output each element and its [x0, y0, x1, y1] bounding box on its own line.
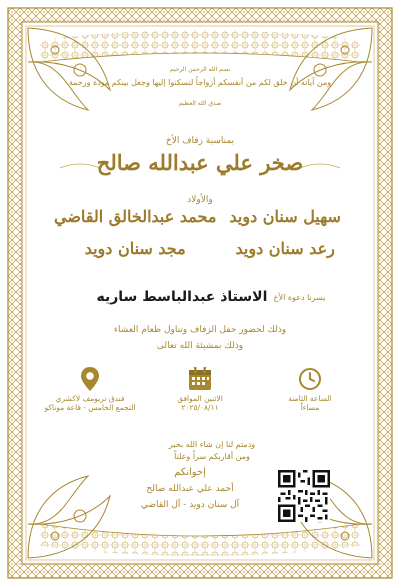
clock-icon: [260, 364, 360, 394]
location-pin-icon: [40, 364, 140, 394]
quran-verse: ومن آياته أن خلق لكم من أنفسكم أزواجاً لتسكنوا إليها وجعل بينكم مودة ورحمة: [68, 78, 332, 87]
invitee-row: [86, 287, 336, 307]
time-period: مساءاً: [300, 403, 320, 412]
attendance-line: وذلك لحضور حفل الزفاف وتناول طعام العشاء: [113, 325, 287, 335]
invitee-label: يسرنا دعوة الأخ: [273, 292, 326, 302]
venue-hall: التجمع الخامس - قاعة موناكو: [44, 403, 136, 412]
groom-name: صخر علي عبدالله صالح: [96, 150, 304, 175]
host-name: أحمد علي عبدالله صالح: [146, 484, 234, 494]
blessing-line: وذلك بمشيئة الله تعالى: [156, 341, 244, 351]
son-name: محمد عبدالخالق القاضي: [54, 207, 217, 226]
calendar-icon: [150, 364, 250, 394]
hosts-title: إخوانكم: [174, 467, 206, 478]
venue-block: [40, 364, 140, 412]
card-content: [40, 0, 360, 586]
basmala: بسم الله الرحمن الرحيم: [169, 66, 231, 73]
date-value: ٢٠٢٥/٠٨/١١: [181, 403, 219, 412]
closing-line-1: ودمتم لنا إن شاء الله بخير: [168, 440, 256, 449]
children-label: والأولاد: [187, 195, 213, 205]
verse-closing: صدق الله العظيم: [178, 100, 222, 107]
sons-grid: [54, 207, 346, 271]
invitee-name: الاستاذ عبدالباسط ساريه: [96, 289, 268, 305]
time-block: [260, 364, 360, 412]
venue-name: فندق تريومف لاكشري: [55, 394, 125, 403]
closing-line-2: ومن أقاربكم سراً وعلناً: [174, 452, 250, 461]
date-block: [150, 364, 250, 412]
son-name: سهيل سنان دويد: [229, 207, 341, 226]
son-name: رعد سنان دويد: [235, 239, 335, 258]
time-hour: الساعة الثامنة: [288, 394, 332, 403]
hosts-block: [90, 465, 290, 513]
qr-code-icon[interactable]: [278, 470, 330, 522]
host-families: آل سنان دويد - آل القاضي: [140, 500, 240, 510]
occasion-text: بمناسبة زفاف الأخ: [165, 136, 235, 146]
date-day: الاثنين الموافق: [177, 394, 223, 403]
son-name: مجد سنان دويد: [84, 239, 186, 258]
